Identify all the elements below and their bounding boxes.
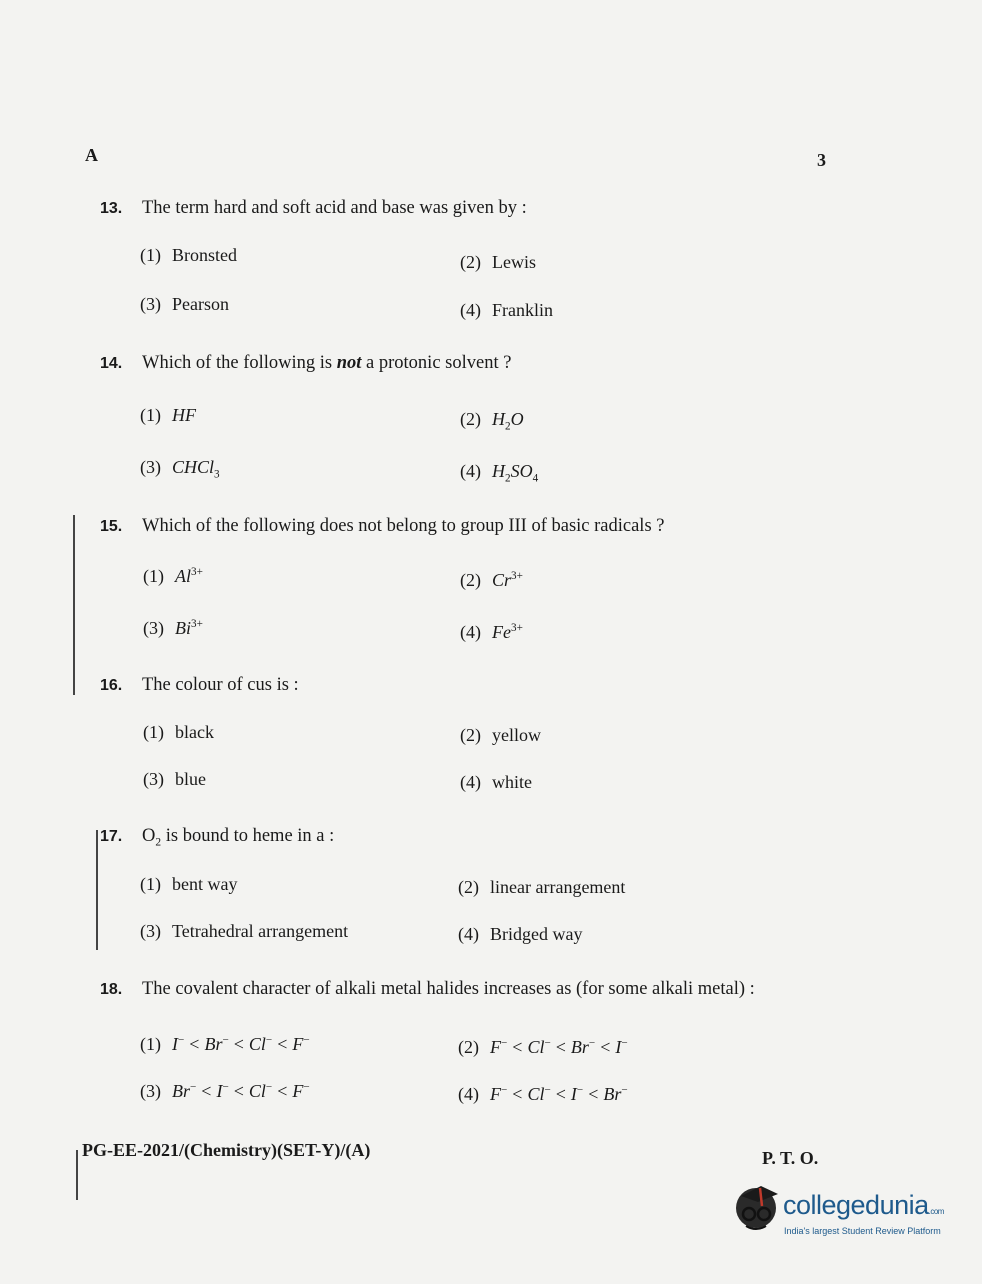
option-13-3: (3) Pearson bbox=[140, 294, 229, 314]
question-18 bbox=[100, 979, 755, 1000]
option-14-2: (2) $H_2O$ bbox=[460, 409, 524, 433]
less-than-sign: < bbox=[277, 1034, 288, 1054]
page-number: 3 bbox=[817, 150, 826, 170]
question-text: $O_2$ is bound to heme in a : bbox=[142, 826, 335, 849]
option-17-3: (3) Tetrahedral arrangement bbox=[140, 921, 349, 941]
option-18-4: (4) F− < Cl− < I− < Br− bbox=[458, 1084, 628, 1104]
halide-ion: Br− bbox=[603, 1084, 628, 1104]
less-than-sign: < bbox=[201, 1081, 212, 1101]
margin-line bbox=[76, 1150, 78, 1200]
halide-ion: Br− bbox=[204, 1034, 229, 1054]
question-16 bbox=[100, 675, 299, 696]
halide-ion: I− bbox=[570, 1084, 584, 1104]
question-number: 16. bbox=[100, 677, 123, 694]
option-14-3: (3) CHCl$_3$ bbox=[140, 457, 220, 481]
option-16-4: (4) white bbox=[460, 772, 532, 792]
halide-ion: Cl− bbox=[527, 1037, 551, 1057]
margin-line bbox=[96, 830, 98, 950]
set-letter: A bbox=[85, 145, 98, 165]
halide-ion: Cl− bbox=[248, 1034, 273, 1054]
less-than-sign: < bbox=[512, 1037, 523, 1057]
option-15-1: (1) $Al^{3+}$ bbox=[143, 566, 203, 586]
option-13-4: (4) Franklin bbox=[460, 300, 553, 320]
question-13 bbox=[100, 198, 527, 219]
question-number: 15. bbox=[100, 518, 123, 535]
halide-ion: Br− bbox=[570, 1037, 596, 1057]
halide-ion: I− bbox=[615, 1037, 628, 1057]
question-17 bbox=[100, 826, 334, 849]
question-number: 13. bbox=[100, 200, 123, 217]
question-15 bbox=[100, 516, 664, 537]
question-text: Which of the following does not belong to group III of basic radicals ? bbox=[142, 516, 665, 536]
less-than-sign: < bbox=[277, 1081, 288, 1101]
option-16-1: (1) black bbox=[143, 722, 214, 742]
paper-code: PG-EE-2021/(Chemistry)(SET-Y)/(A) bbox=[82, 1140, 371, 1160]
less-than-sign: < bbox=[512, 1084, 523, 1104]
option-18-3: (3) Br− < I− < Cl− < F− bbox=[140, 1081, 310, 1101]
option-18-2: (2) F− < Cl− < Br− < I− bbox=[458, 1037, 628, 1057]
less-than-sign: < bbox=[189, 1034, 200, 1054]
question-14 bbox=[100, 353, 511, 374]
margin-line bbox=[73, 515, 75, 695]
option-13-1: (1) Bronsted bbox=[140, 245, 237, 265]
halide-ion: F− bbox=[490, 1037, 508, 1057]
watermark-brand: collegedunia.com bbox=[783, 1190, 944, 1220]
option-15-2: (2) $Cr^{3+}$ bbox=[460, 570, 523, 590]
halide-ion: I− bbox=[216, 1081, 229, 1101]
halide-ion: Cl− bbox=[248, 1081, 273, 1101]
question-number: 14. bbox=[100, 355, 123, 372]
option-17-1: (1) bent way bbox=[140, 874, 238, 894]
less-than-sign: < bbox=[555, 1084, 566, 1104]
less-than-sign: < bbox=[233, 1081, 244, 1101]
option-16-2: (2) yellow bbox=[460, 725, 541, 745]
less-than-sign: < bbox=[555, 1037, 566, 1057]
halide-ion: F− bbox=[292, 1081, 310, 1101]
less-than-sign: < bbox=[233, 1034, 244, 1054]
halide-ion: Cl− bbox=[527, 1084, 551, 1104]
halide-ion: F− bbox=[292, 1034, 310, 1054]
halide-ion: F− bbox=[490, 1084, 508, 1104]
question-text: The colour of cus is : bbox=[142, 675, 299, 695]
option-18-1: (1) I− < Br− < Cl− < F− bbox=[140, 1034, 310, 1054]
option-14-4: (4) $H_2SO_4$ bbox=[460, 461, 539, 485]
question-text: The covalent character of alkali metal halides increases as (for some alkali metal) : bbox=[142, 979, 755, 999]
question-number: 17. bbox=[100, 828, 123, 845]
option-15-3: (3) $Bi^{3+}$ bbox=[143, 618, 203, 638]
option-15-4: (4) $Fe^{3+}$ bbox=[460, 622, 523, 642]
question-text: Which of the following is not a protonic solvent ? bbox=[142, 353, 512, 373]
pto-label: P. T. O. bbox=[762, 1148, 819, 1168]
option-14-1: (1) HF bbox=[140, 405, 196, 425]
option-16-3: (3) blue bbox=[143, 769, 206, 789]
question-number: 18. bbox=[100, 981, 123, 998]
option-17-4: (4) Bridged way bbox=[458, 924, 583, 944]
halide-ion: I− bbox=[172, 1034, 185, 1054]
option-17-2: (2) linear arrangement bbox=[458, 877, 626, 897]
watermark-tagline: India's largest Student Review Platform bbox=[784, 1226, 941, 1236]
less-than-sign: < bbox=[600, 1037, 611, 1057]
question-text: The term hard and soft acid and base was given by : bbox=[142, 198, 527, 218]
option-13-2: (2) Lewis bbox=[460, 252, 536, 272]
halide-ion: Br− bbox=[172, 1081, 197, 1101]
less-than-sign: < bbox=[588, 1084, 599, 1104]
